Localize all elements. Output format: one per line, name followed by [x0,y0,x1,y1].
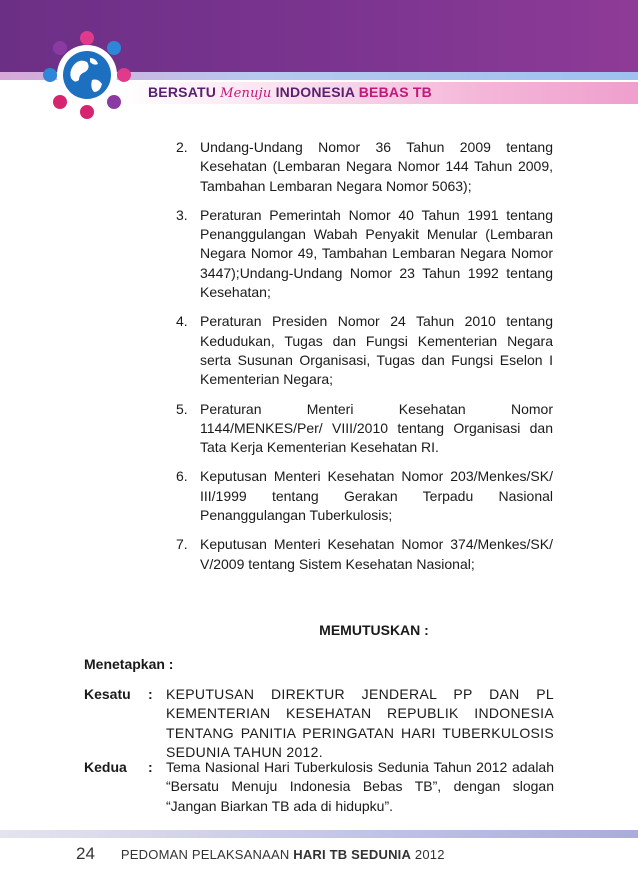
list-item [176,138,553,196]
footer-stripe [0,830,638,838]
list-item [176,467,553,525]
list-number: 4. [176,313,188,330]
list-number: 6. [176,468,188,485]
list-text: Peraturan Presiden Nomor 24 Tahun 2010 tentang Kedudukan, Tugas dan Fungsi Kementerian Negara serta Susunan Organisasi, Tugas dan Fungsi Eselon I Kementerian Negara; [200,313,553,388]
list-text: Keputusan Menteri Kesehatan Nomor 374/Menkes/SK/ V/2009 tentang Sistem Kesehatan Nasional; [200,536,553,572]
decision-heading: MEMUTUSKAN : [319,622,429,638]
list-text: Keputusan Menteri Kesehatan Nomor 203/Menkes/SK/ III/1999 tentang Gerakan Terpadu Nasional Penanggulangan Tuberkulosis; [200,468,553,524]
footer-title-part-3: 2012 [411,847,445,862]
list-number: 7. [176,536,188,553]
list-item [176,206,553,302]
tagline-part-3: INDONESIA [271,84,359,100]
decision-heading-row [0,622,638,638]
list-text: Undang-Undang Nomor 36 Tahun 2009 tentang Kesehatan (Lembaran Negara Nomor 144 Tahun 2009, Tambahan Lembaran Negara Nomor 5063); [200,139,553,194]
list-item [176,312,553,389]
campaign-logo-icon [40,28,134,122]
list-number: 3. [176,206,188,223]
footer-title-part-1: PEDOMAN PELAKSANAAN [120,847,294,862]
tagline-part-1: BERSATU [148,84,221,100]
list-number: 2. [176,139,188,155]
page-footer [76,844,445,864]
kesatu-label: Kesatu [84,686,131,702]
page-number: 24 [76,844,95,863]
kedua-text: Tema Nasional Hari Tuberkulosis Sedunia Tahun 2012 adalah “Bersatu Menuju Indonesia Bebas TB”, dengan slogan “Jangan Biarkan TB ada di hidupku”. [166,759,554,814]
kesatu-text: KEPUTUSAN DIREKTUR JENDERAL PP DAN PL KEMENTERIAN KESEHATAN REPUBLIK INDONESIA TENTANG PANITIA PERINGATAN HARI TUBERKULOSIS SEDUNIA TAHUN 2012. [166,686,554,760]
list-text: Peraturan Pemerintah Nomor 40 Tahun 1991 tentang Penanggulangan Wabah Penyakit Menular (Lembaran Negara Nomor 49, Tambahan Lembaran Negara Nomor 3447);Undang-Undang Nomor 23 Tahun 1992 tentang Kesehatan; [200,206,553,301]
legal-basis-list [176,138,553,584]
list-text: Peraturan Menteri Kesehatan Nomor 1144/MENKES/Per/ VIII/2010 tentang Organisasi dan Tata Kerja Kementerian Kesehatan RI. [200,400,553,456]
list-item [176,400,553,458]
kedua-colon: : [148,759,153,775]
menetapkan-label: Menetapkan : [84,656,174,672]
tagline-part-4: BEBAS TB [358,84,432,100]
kesatu-colon: : [148,686,153,702]
list-number: 5. [176,400,188,417]
kedua-label: Kedua [84,759,127,775]
campaign-tagline [148,84,432,101]
footer-title [121,847,445,862]
tagline-part-2: Menuju [220,86,272,101]
footer-title-part-2: HARI TB SEDUNIA [293,847,412,862]
list-item [176,535,553,574]
